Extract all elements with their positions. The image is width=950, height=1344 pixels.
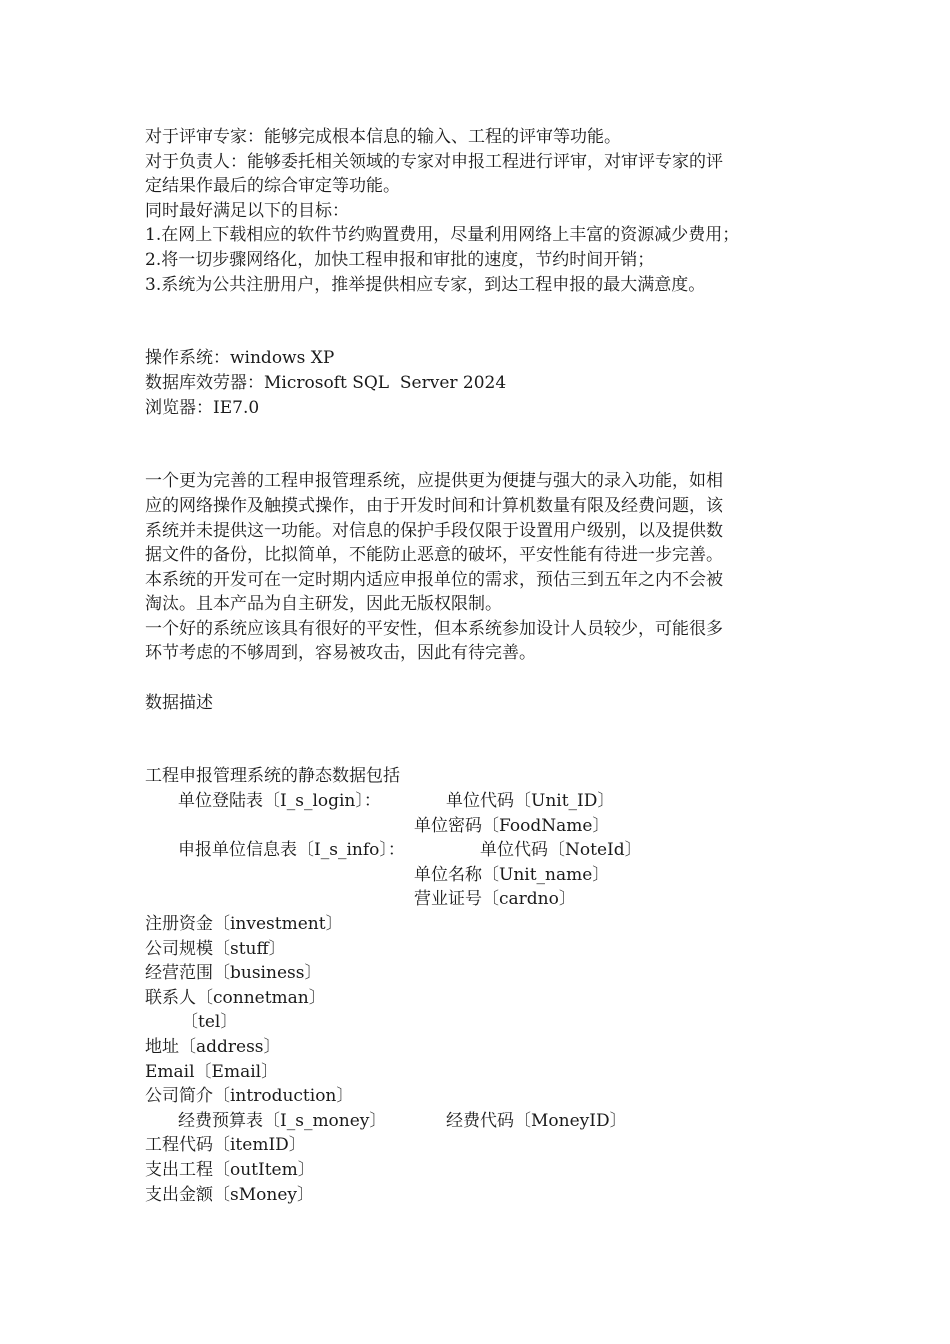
info-field: 营业证号〔cardno〕 — [414, 889, 576, 910]
intro-line: 定结果作最后的综合审定等功能。 — [145, 176, 400, 197]
intro-line: 对于负责人：能够委托相关领域的专家对申报工程进行评审，对审评专家的评 — [145, 151, 723, 172]
intro-line: 对于评审专家：能够完成根本信息的输入、工程的评审等功能。 — [145, 127, 621, 147]
info-table-row — [145, 838, 810, 863]
login-field: 单位密码〔FoodName〕 — [414, 815, 610, 836]
info-field: 公司规模〔stuff〕 — [145, 938, 286, 959]
limitation-line: 应的网络操作及触摸式操作，由于开发时间和计算机数量有限及经费问题，该 — [145, 495, 723, 516]
info-field: 单位代码〔NoteId〕 — [480, 840, 642, 861]
intro-line: 同时最好满足以下的目标： — [145, 200, 349, 221]
limitations-section — [145, 469, 810, 666]
money-field: 经费代码〔MoneyID〕 — [446, 1110, 627, 1131]
money-table-row — [145, 1109, 810, 1134]
intro-section — [145, 125, 810, 297]
money-field: 支出金额〔sMoney〕 — [145, 1184, 314, 1205]
money-field: 支出工程〔outItem〕 — [145, 1159, 315, 1180]
browser-line: 浏览器：IE7.0 — [145, 397, 260, 418]
data-intro: 工程申报管理系统的静态数据包括 — [145, 766, 400, 787]
info-field: Email〔Email〕 — [145, 1061, 279, 1082]
info-field: 经营范围〔business〕 — [145, 963, 322, 984]
goal-item: 3.系统为公共注册用户，推举提供相应专家，到达工程申报的最大满意度。 — [145, 274, 706, 295]
info-field: 联系人〔connetman〕 — [145, 987, 326, 1008]
data-description-section — [145, 764, 810, 1207]
limitation-line: 淘汰。且本产品为自主研发，因此无版权限制。 — [145, 594, 502, 615]
goal-item: 1.在网上下载相应的软件节约购置费用，尽量利用网络上丰富的资源减少费用； — [145, 225, 740, 246]
limitation-line: 系统并未提供这一功能。对信息的保护手段仅限于设置用户级别，以及提供数 — [145, 520, 723, 541]
spacer — [145, 420, 810, 469]
login-table-name: 单位登陆表〔I_s_login〕： — [178, 791, 381, 812]
login-field: 单位代码〔Unit_ID〕 — [446, 791, 615, 812]
db-server-line: 数据库效劳器：Microsoft SQL Server 2024 — [145, 372, 507, 393]
environment-section — [145, 346, 810, 420]
tel-field: 〔tel〕 — [181, 1012, 238, 1033]
spacer — [145, 297, 810, 346]
limitation-line: 环节考虑的不够周到，容易被攻击，因此有待完善。 — [145, 643, 536, 664]
section-heading: 数据描述 — [145, 692, 213, 713]
money-field: 工程代码〔itemID〕 — [145, 1135, 306, 1156]
spacer — [145, 715, 810, 764]
limitation-line: 本系统的开发可在一定时期内适应申报单位的需求，预估三到五年之内不会被 — [145, 569, 723, 590]
info-field: 单位名称〔Unit_name〕 — [414, 864, 610, 885]
info-table-name: 申报单位信息表〔I_s_info〕： — [178, 840, 405, 861]
info-field: 公司简介〔introduction〕 — [145, 1086, 354, 1107]
goal-item: 2.将一切步骤网络化，加快工程申报和审批的速度，节约时间开销； — [145, 249, 655, 270]
limitation-line: 一个好的系统应该具有很好的平安性，但本系统参加设计人员较少，可能很多 — [145, 618, 723, 639]
money-table-name: 经费预算表〔I_s_money〕 — [178, 1110, 387, 1131]
spacer — [145, 666, 810, 691]
document-page — [145, 125, 810, 1207]
info-field: 地址〔address〕 — [145, 1036, 281, 1057]
limitation-line: 一个更为完善的工程申报管理系统，应提供更为便捷与强大的录入功能，如相 — [145, 471, 723, 492]
os-line: 操作系统：windows XP — [145, 348, 335, 369]
limitation-line: 据文件的备份，比拟简单，不能防止恶意的破坏，平安性能有待进一步完善。 — [145, 545, 723, 566]
login-table-row — [145, 789, 810, 814]
info-field: 注册资金〔investment〕 — [145, 914, 343, 934]
